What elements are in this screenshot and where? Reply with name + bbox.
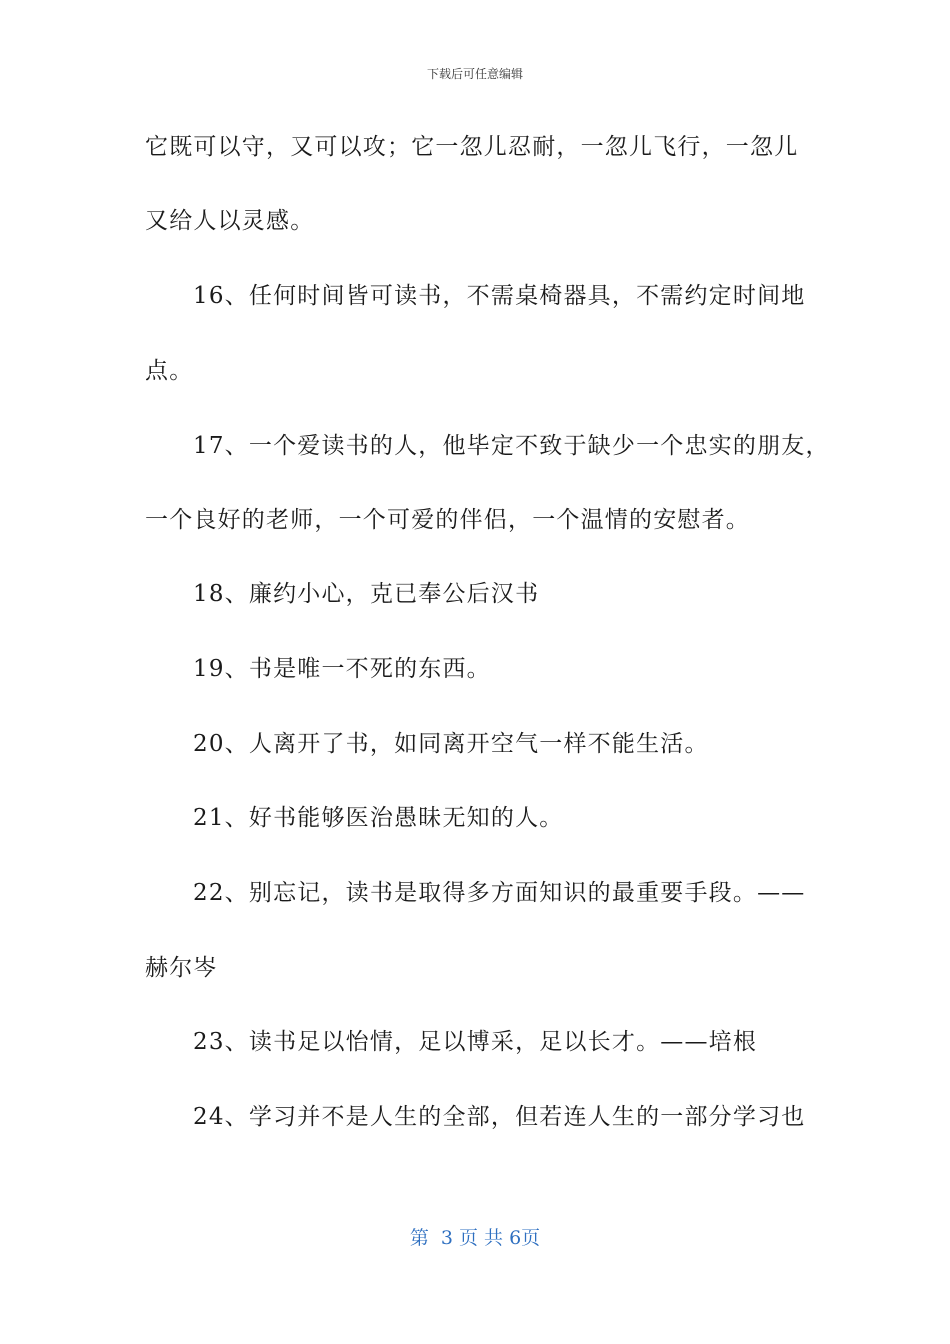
quote-18: 18、廉约小心，克已奉公后汉书 bbox=[193, 581, 540, 607]
quote-19: 19、书是唯一不死的东西。 bbox=[193, 656, 491, 682]
quote-24: 24、学习并不是人生的全部，但若连人生的一部分学习也 bbox=[193, 1104, 806, 1130]
quote-21: 21、好书能够医治愚昧无知的人。 bbox=[193, 805, 564, 831]
quote-23: 23、读书足以怡情，足以博采，足以长才。——培根 bbox=[193, 1029, 758, 1055]
text-line: 它既可以守，又可以攻；它一忽儿忍耐，一忽儿飞行，一忽儿 bbox=[145, 134, 799, 160]
quote-22: 22、别忘记，读书是取得多方面知识的最重要手段。—— bbox=[193, 880, 806, 906]
quote-20: 20、人离开了书，如同离开空气一样不能生活。 bbox=[193, 731, 709, 757]
text-line: 赫尔岑 bbox=[145, 955, 218, 981]
page-header: 下载后可任意编辑 bbox=[426, 67, 523, 81]
quote-17: 17、一个爱读书的人，他毕定不致于缺少一个忠实的朋友， bbox=[193, 433, 830, 459]
text-line: 又给人以灵感。 bbox=[145, 208, 315, 234]
text-line: 一个良好的老师，一个可爱的伴侣，一个温情的安慰者。 bbox=[145, 507, 750, 533]
page-number: 第 3 页 共 6页 bbox=[409, 1227, 541, 1249]
text-line: 点。 bbox=[145, 358, 194, 384]
quote-16: 16、任何时间皆可读书，不需桌椅器具，不需约定时间地 bbox=[193, 283, 806, 309]
